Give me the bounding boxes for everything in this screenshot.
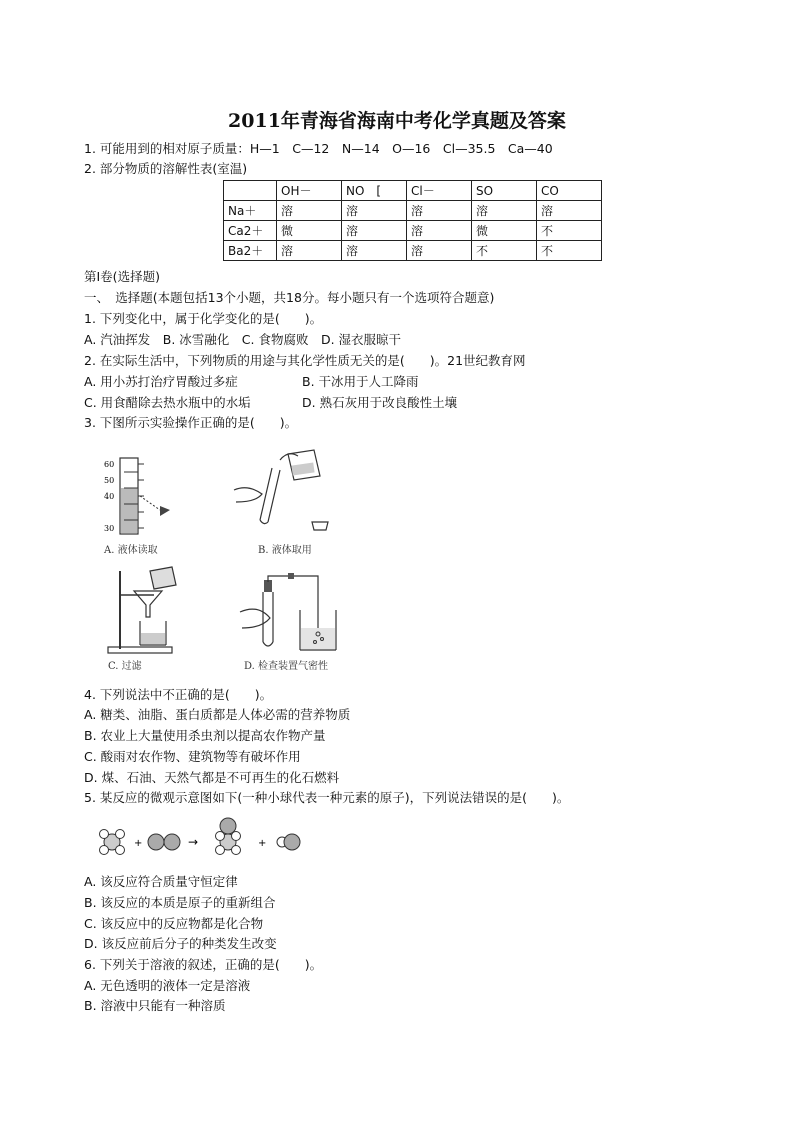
table-cell: 不 bbox=[472, 241, 537, 261]
table-header-cell: CO bbox=[537, 181, 602, 201]
q2-option-a: A. 用小苏打治疗胃酸过多症 bbox=[84, 374, 238, 389]
figure-liquid-pouring bbox=[228, 446, 338, 536]
plus-sign: + bbox=[258, 838, 267, 849]
table-row bbox=[224, 241, 602, 261]
reaction-diagram bbox=[96, 816, 316, 862]
table-cell: 溶 bbox=[537, 201, 602, 221]
table-row bbox=[224, 221, 602, 241]
part-heading: 一、 选择题(本题包括13个小题，共18分。每小题只有一个选项符合题意) bbox=[84, 290, 495, 305]
table-cell: 溶 bbox=[407, 201, 472, 221]
q1-options: A. 汽油挥发 B. 冰雪融化 C. 食物腐败 D. 湿衣服晾干 bbox=[84, 332, 402, 347]
table-header-cell: OH－ bbox=[277, 181, 342, 201]
q5-stem: 5. 某反应的微观示意图如下(一种小球代表一种元素的原子)，下列说法错误的是( )。 bbox=[84, 790, 570, 805]
table-header-cell: Cl－ bbox=[407, 181, 472, 201]
tick-60: 60 bbox=[104, 460, 115, 469]
page-title: 2011年青海省海南中考化学真题及答案 bbox=[228, 110, 566, 132]
caption-c: C. 过滤 bbox=[108, 661, 142, 672]
table-cell: 溶 bbox=[407, 221, 472, 241]
q3-stem: 3. 下图所示实验操作正确的是( )。 bbox=[84, 415, 298, 430]
q4-option-a: A. 糖类、油脂、蛋白质都是人体必需的营养物质 bbox=[84, 707, 351, 722]
q2-option-d: D. 熟石灰用于改良酸性土壤 bbox=[302, 395, 458, 410]
q4-stem: 4. 下列说法中不正确的是( )。 bbox=[84, 687, 273, 702]
note-atomic-mass: 1. 可能用到的相对原子质量：H—1 C—12 N—14 O—16 Cl—35.5 Ca—40 bbox=[84, 141, 553, 156]
q4-option-c: C. 酸雨对农作物、建筑物等有破坏作用 bbox=[84, 749, 301, 764]
table-cell: Ba2＋ bbox=[224, 241, 277, 261]
tick-40: 40 bbox=[104, 492, 115, 501]
q2-option-c: C. 用食醋除去热水瓶中的水垢 bbox=[84, 395, 251, 410]
table-cell: Ca2＋ bbox=[224, 221, 277, 241]
q2-option-b: B. 干冰用于人工降雨 bbox=[302, 374, 419, 389]
figure-filtration bbox=[104, 565, 194, 657]
table-cell: 不 bbox=[537, 241, 602, 261]
table-cell: 溶 bbox=[342, 241, 407, 261]
q5-option-b: B. 该反应的本质是原子的重新组合 bbox=[84, 895, 276, 910]
table-cell: 溶 bbox=[472, 201, 537, 221]
q6-stem: 6. 下列关于溶液的叙述，正确的是( )。 bbox=[84, 957, 323, 972]
plus-sign: + bbox=[134, 838, 143, 849]
q6-option-a: A. 无色透明的液体一定是溶液 bbox=[84, 978, 251, 993]
q5-option-c: C. 该反应中的反应物都是化合物 bbox=[84, 916, 264, 931]
figure-cylinder-reading bbox=[102, 452, 192, 540]
q4-option-d: D. 煤、石油、天然气都是不可再生的化石燃料 bbox=[84, 770, 340, 785]
q2-stem: 2. 在实际生活中，下列物质的用途与其化学性质无关的是( )。21世纪教育网 bbox=[84, 353, 526, 368]
caption-b: B. 液体取用 bbox=[258, 545, 312, 556]
table-cell: 溶 bbox=[407, 241, 472, 261]
table-cell: 不 bbox=[537, 221, 602, 241]
table-cell: 微 bbox=[277, 221, 342, 241]
section-heading: 第Ⅰ卷(选择题) bbox=[84, 269, 160, 284]
note-solubility-table: 2. 部分物质的溶解性表(室温) bbox=[84, 161, 248, 176]
table-header-cell: NO [ bbox=[342, 181, 407, 201]
tick-50: 50 bbox=[104, 476, 115, 485]
figure-airtightness-check bbox=[232, 572, 352, 660]
q5-option-d: D. 该反应前后分子的种类发生改变 bbox=[84, 936, 277, 951]
tick-30: 30 bbox=[104, 524, 115, 533]
table-cell bbox=[224, 181, 277, 201]
table-cell: 微 bbox=[472, 221, 537, 241]
table-row bbox=[224, 201, 602, 221]
table-cell: 溶 bbox=[342, 221, 407, 241]
q1-stem: 1. 下列变化中，属于化学变化的是( )。 bbox=[84, 311, 323, 326]
table-cell: Na＋ bbox=[224, 201, 277, 221]
caption-d: D. 检查装置气密性 bbox=[244, 661, 329, 672]
q4-option-b: B. 农业上大量使用杀虫剂以提高农作物产量 bbox=[84, 728, 326, 743]
q6-option-b: B. 溶液中只能有一种溶质 bbox=[84, 998, 226, 1013]
table-header-cell: SO bbox=[472, 181, 537, 201]
table-cell: 溶 bbox=[277, 201, 342, 221]
table-header-row bbox=[224, 181, 602, 201]
reaction-arrow: → bbox=[188, 835, 199, 849]
caption-a: A. 液体读取 bbox=[104, 545, 158, 556]
table-cell: 溶 bbox=[342, 201, 407, 221]
q5-option-a: A. 该反应符合质量守恒定律 bbox=[84, 874, 238, 889]
table-cell: 溶 bbox=[277, 241, 342, 261]
eye-icon bbox=[160, 506, 170, 516]
solubility-table bbox=[223, 180, 602, 261]
